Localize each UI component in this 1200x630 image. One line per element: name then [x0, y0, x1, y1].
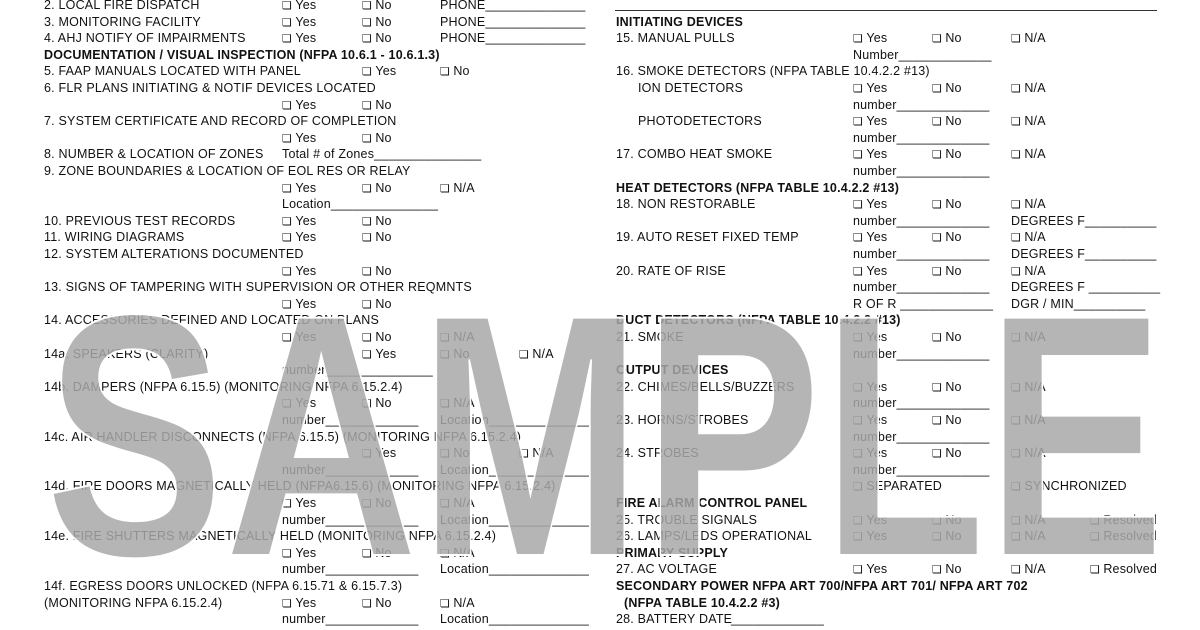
fill-in-field-secondary[interactable]: Location______________	[440, 512, 589, 527]
section-heading: DUCT DETECTORS (NFPA TABLE 10.4.2.2 #13)	[616, 313, 901, 328]
checkbox-yes[interactable]: ❏ Yes	[853, 147, 887, 163]
checkbox-n-a[interactable]: ❏ N/A	[1011, 380, 1046, 396]
fill-in-field[interactable]: number_____________	[853, 130, 990, 145]
checkbox-yes[interactable]: ❏ Yes	[853, 562, 887, 578]
item-label-14a: 14a. SPEAKERS (CLARITY)	[44, 346, 209, 361]
checkbox-yes[interactable]: ❏ Yes	[853, 81, 887, 97]
item-label: (MONITORING NFPA 6.15.2.4)	[44, 595, 223, 610]
checkbox-no[interactable]: ❏ No	[362, 131, 392, 147]
checkbox-yes[interactable]: ❏ Yes	[362, 64, 396, 80]
fill-in-field[interactable]: number_____________	[282, 562, 419, 577]
watermark-text: SAMPLE	[45, 244, 1165, 629]
item-label-19: 19. AUTO RESET FIXED TEMP	[616, 230, 799, 245]
checkbox-no[interactable]: ❏ No	[932, 380, 962, 396]
fill-in-field[interactable]: number_____________	[282, 512, 419, 527]
item-label-15: 15. MANUAL PULLS	[616, 31, 735, 46]
checkbox-resolved[interactable]: ❏ Resolved	[1090, 529, 1157, 545]
checkbox-yes[interactable]: ❏ Yes	[282, 31, 316, 47]
checkbox-yes[interactable]: ❏ Yes	[853, 197, 887, 213]
checkbox-no[interactable]: ❏ No	[362, 230, 392, 246]
checkbox-yes[interactable]: ❏ Yes	[282, 297, 316, 313]
checkbox-no[interactable]: ❏ No	[362, 396, 392, 412]
checkbox-yes[interactable]: ❏ Yes	[853, 264, 887, 280]
item-label-7: 7. SYSTEM CERTIFICATE AND RECORD OF COMPLETION	[44, 114, 397, 129]
checkbox-n-a[interactable]: ❏ N/A	[1011, 413, 1046, 429]
checkbox-yes[interactable]: ❏ Yes	[282, 264, 316, 280]
item-label-12: 12. SYSTEM ALTERATIONS DOCUMENTED	[44, 247, 304, 261]
fill-in-field[interactable]: Total # of Zones_______________	[282, 147, 482, 162]
item-label-2: 2. LOCAL FIRE DISPATCH	[44, 0, 200, 12]
item-label-9: 9. ZONE BOUNDARIES & LOCATION OF EOL RES OR RELAY	[44, 164, 411, 178]
fill-in-field[interactable]: number_____________	[853, 396, 990, 411]
item-label-10: 10. PREVIOUS TEST RECORDS	[44, 213, 236, 228]
fill-in-field[interactable]: number_____________	[853, 164, 990, 178]
checkbox-no[interactable]: ❏ No	[932, 197, 962, 213]
item-label-17: 17. COMBO HEAT SMOKE	[616, 147, 773, 162]
checkbox-yes[interactable]: ❏ Yes	[853, 380, 887, 396]
fill-in-field[interactable]: R OF R _____________	[853, 296, 994, 311]
fill-in-field-secondary[interactable]: PHONE______________	[440, 31, 586, 46]
item-label-21: 21. SMOKE	[616, 330, 684, 344]
checkbox-yes[interactable]: ❏ Yes	[853, 330, 887, 346]
checkbox-yes[interactable]: ❏ Yes	[282, 496, 316, 512]
checkbox-n-a[interactable]: ❏ N/A	[1011, 81, 1046, 97]
fill-in-field-secondary[interactable]: PHONE______________	[440, 0, 586, 12]
fill-in-field-secondary[interactable]: Location______________	[440, 612, 589, 627]
checkbox-no[interactable]: ❏ No	[932, 147, 962, 163]
checkbox-n-a[interactable]: ❏ N/A	[1011, 147, 1046, 163]
checkbox-no[interactable]: ❏ No	[932, 330, 962, 346]
fill-in-field[interactable]: number_____________	[282, 413, 419, 427]
checkbox-yes[interactable]: ❏ Yes	[362, 446, 396, 462]
item-label-14d: 14d. FIRE DOORS MAGNETICALLY HELD (NFPA6.15.6) (MONITORING NFPA 6.15.2.4)	[44, 479, 556, 494]
checkbox-n-a[interactable]: ❏ N/A	[440, 396, 475, 412]
item-label-20: 20. RATE OF RISE	[616, 263, 726, 278]
checkbox-no[interactable]: ❏ No	[362, 546, 392, 562]
fill-in-field-secondary[interactable]: DEGREES F__________	[1011, 213, 1157, 228]
checkbox-n-a[interactable]: ❏ N/A	[1011, 529, 1046, 545]
checkbox-n-a[interactable]: ❏ N/A	[1011, 330, 1046, 346]
checkbox-yes[interactable]: ❏ Yes	[282, 0, 316, 14]
checkbox-no[interactable]: ❏ No	[362, 15, 392, 31]
item-label-13: 13. SIGNS OF TAMPERING WITH SUPERVISION OR OTHER REQMNTS	[44, 280, 472, 295]
checkbox-yes[interactable]: ❏ Yes	[282, 214, 316, 230]
checkbox-no[interactable]: ❏ No	[932, 81, 962, 97]
item-label-18: 18. NON RESTORABLE	[616, 197, 756, 212]
section-heading: (NFPA TABLE 10.4.2.2 #3)	[624, 595, 780, 610]
top-rule	[615, 10, 1157, 11]
item-label-8: 8. NUMBER & LOCATION OF ZONES	[44, 147, 264, 162]
checkbox-no[interactable]: ❏ No	[932, 31, 962, 47]
fill-in-field-secondary[interactable]: Location______________	[440, 413, 589, 427]
fill-in-field[interactable]: number_____________	[853, 213, 990, 228]
item-label-14e: 14e. FIRE SHUTTERS MAGNETICALLY HELD (MONITORING NFPA 6.15.2.4)	[44, 529, 497, 544]
item-label-14c: 14c. AIR HANDLER DISCONNECTS (NFPA 6.15.5) (MONITORING NFPA 6.15.2.4)	[44, 429, 522, 444]
checkbox-yes[interactable]: ❏ Yes	[853, 529, 887, 545]
fill-in-field[interactable]: number_____________	[282, 612, 419, 627]
checkbox-no[interactable]: ❏ No	[440, 446, 470, 462]
checkbox-no[interactable]: ❏ No	[362, 264, 392, 280]
fill-in-field[interactable]: number_____________	[853, 280, 990, 295]
item-label-14f: 14f. EGRESS DOORS UNLOCKED (NFPA 6.15.71 & 6.15.7.3)	[44, 579, 403, 593]
checkbox-no[interactable]: ❏ No	[932, 264, 962, 280]
checkbox-yes[interactable]: ❏ Yes	[282, 330, 316, 346]
fill-in-field[interactable]: number_____________	[853, 462, 990, 477]
item-label-16: 16. SMOKE DETECTORS (NFPA TABLE 10.4.2.2 #13)	[616, 64, 930, 79]
fill-in-field-secondary[interactable]: PHONE______________	[440, 14, 586, 29]
item-label-23: 23. HORNS/STROBES	[616, 413, 749, 427]
checkbox-yes[interactable]: ❏ Yes	[282, 98, 316, 114]
fill-in-field[interactable]: _____________	[731, 612, 824, 627]
section-heading: FIRE ALARM CONTROL PANEL	[616, 496, 808, 510]
item-label-26: 26. LAMPS/LEDS OPERATIONAL	[616, 529, 813, 544]
checkbox-yes[interactable]: ❏ Yes	[282, 131, 316, 147]
fill-in-field-secondary[interactable]: Location______________	[440, 462, 589, 477]
checkbox-n-a[interactable]: ❏ N/A	[440, 330, 475, 346]
section-heading: DOCUMENTATION / VISUAL INSPECTION (NFPA 10.6.1 - 10.6.1.3)	[44, 47, 440, 62]
item-label-24: 24. STROBES	[616, 446, 699, 461]
checkbox-no[interactable]: ❏ No	[932, 513, 962, 529]
checkbox-n-a[interactable]: ❏ N/A	[1011, 264, 1046, 280]
fill-in-field[interactable]: number_____________	[853, 429, 990, 444]
checkbox-n-a[interactable]: ❏ N/A	[1011, 513, 1046, 529]
checkbox-n-a[interactable]: ❏ N/A	[440, 546, 475, 562]
checkbox-yes[interactable]: ❏ Yes	[362, 347, 396, 363]
checkbox-yes[interactable]: ❏ Yes	[853, 413, 887, 429]
checkbox-no[interactable]: ❏ No	[932, 230, 962, 246]
checkbox-yes[interactable]: ❏ Yes	[853, 114, 887, 130]
checkbox-no[interactable]: ❏ No	[932, 562, 962, 578]
item-label-22: 22. CHIMES/BELLS/BUZZERS	[616, 379, 795, 394]
fill-in-field[interactable]: number_______________	[282, 363, 433, 378]
item-label-11: 11. WIRING DIAGRAMS	[44, 230, 185, 245]
fill-in-field[interactable]: Location_______________	[282, 197, 439, 212]
checkbox-separated[interactable]: ❏ SEPARATED	[853, 479, 942, 495]
checkbox-resolved[interactable]: ❏ Resolved	[1090, 562, 1157, 578]
item-label: PHOTODETECTORS	[638, 114, 762, 129]
checkbox-n-a[interactable]: ❏ N/A	[440, 496, 475, 512]
checkbox-n-a[interactable]: ❏ N/A	[1011, 114, 1046, 130]
checkbox-yes[interactable]: ❏ Yes	[282, 596, 316, 612]
checkbox-yes[interactable]: ❏ Yes	[853, 513, 887, 529]
section-heading: SECONDARY POWER NFPA ART 700/NFPA ART 701/ NFPA ART 702	[616, 579, 1028, 593]
checkbox-yes[interactable]: ❏ Yes	[282, 181, 316, 197]
checkbox-no[interactable]: ❏ No	[362, 214, 392, 230]
fill-in-field-secondary[interactable]: DEGREES F__________	[1011, 247, 1157, 261]
item-label-5: 5. FAAP MANUALS LOCATED WITH PANEL	[44, 64, 301, 79]
checkbox-no[interactable]: ❏ No	[440, 347, 470, 363]
item-label-14b: 14b. DAMPERS (NFPA 6.15.5) (MONITORING NFPA 6.15.2.4)	[44, 379, 403, 394]
checkbox-no[interactable]: ❏ No	[362, 496, 392, 512]
fill-in-field-secondary[interactable]: DEGREES F __________	[1011, 280, 1161, 295]
item-label-4: 4. AHJ NOTIFY OF IMPAIRMENTS	[44, 31, 246, 46]
checkbox-n-a[interactable]: ❏ N/A	[1011, 230, 1046, 246]
checkbox-yes[interactable]: ❏ Yes	[853, 446, 887, 462]
fill-in-field[interactable]: number_____________	[282, 462, 419, 477]
checkbox-no[interactable]: ❏ No	[362, 98, 392, 114]
checkbox-no[interactable]: ❏ No	[932, 114, 962, 130]
section-heading: PRIMARY SUPPLY	[616, 545, 729, 560]
checkbox-no[interactable]: ❏ No	[362, 0, 392, 14]
checkbox-n-a[interactable]: ❏ N/A	[519, 446, 554, 462]
checkbox-no[interactable]: ❏ No	[362, 181, 392, 197]
checkbox-no[interactable]: ❏ No	[932, 446, 962, 462]
section-heading: HEAT DETECTORS (NFPA TABLE 10.4.2.2 #13)	[616, 180, 900, 195]
item-label: ION DETECTORS	[638, 81, 744, 95]
checkbox-yes[interactable]: ❏ Yes	[853, 230, 887, 246]
checkbox-yes[interactable]: ❏ Yes	[853, 31, 887, 47]
item-label-27: 27. AC VOLTAGE	[616, 562, 717, 577]
checkbox-yes[interactable]: ❏ Yes	[282, 230, 316, 246]
checkbox-yes[interactable]: ❏ Yes	[282, 396, 316, 412]
item-label-6: 6. FLR PLANS INITIATING & NOTIF DEVICES LOCATED	[44, 81, 376, 95]
checkbox-no[interactable]: ❏ No	[440, 64, 470, 80]
checkbox-n-a[interactable]: ❏ N/A	[1011, 197, 1046, 213]
checkbox-no[interactable]: ❏ No	[362, 596, 392, 612]
checkbox-n-a[interactable]: ❏ N/A	[440, 181, 475, 197]
fill-in-field[interactable]: number_____________	[853, 97, 990, 112]
checkbox-no[interactable]: ❏ No	[932, 413, 962, 429]
checkbox-n-a[interactable]: ❏ N/A	[519, 347, 554, 363]
checkbox-no[interactable]: ❏ No	[362, 31, 392, 47]
checkbox-n-a[interactable]: ❏ N/A	[440, 596, 475, 612]
item-label-3: 3. MONITORING FACILITY	[44, 14, 201, 29]
checkbox-yes[interactable]: ❏ Yes	[282, 15, 316, 31]
item-label-25: 25. TROUBLE SIGNALS	[616, 512, 758, 527]
item-label-14: 14. ACCESSORIES DEFINED AND LOCATED ON PLANS	[44, 313, 380, 328]
fill-in-field[interactable]: number_____________	[853, 346, 990, 361]
fill-in-field[interactable]: number_____________	[853, 247, 990, 261]
checkbox-yes[interactable]: ❏ Yes	[282, 546, 316, 562]
item-label-28: 28. BATTERY DATE	[616, 612, 733, 627]
checkbox-no[interactable]: ❏ No	[932, 529, 962, 545]
checkbox-n-a[interactable]: ❏ N/A	[1011, 562, 1046, 578]
fill-in-field[interactable]: Number_____________	[853, 47, 992, 62]
fill-in-field-secondary[interactable]: Location______________	[440, 562, 589, 577]
section-heading: INITIATING DEVICES	[616, 14, 743, 29]
checkbox-n-a[interactable]: ❏ N/A	[1011, 446, 1046, 462]
checkbox-no[interactable]: ❏ No	[362, 297, 392, 313]
section-heading: OUTPUT DEVICES	[616, 363, 729, 378]
checkbox-resolved[interactable]: ❏ Resolved	[1090, 513, 1157, 529]
checkbox-no[interactable]: ❏ No	[362, 330, 392, 346]
fill-in-field-secondary[interactable]: DGR / MIN__________	[1011, 296, 1146, 311]
checkbox-synchronized[interactable]: ❏ SYNCHRONIZED	[1011, 479, 1127, 495]
checkbox-n-a[interactable]: ❏ N/A	[1011, 31, 1046, 47]
